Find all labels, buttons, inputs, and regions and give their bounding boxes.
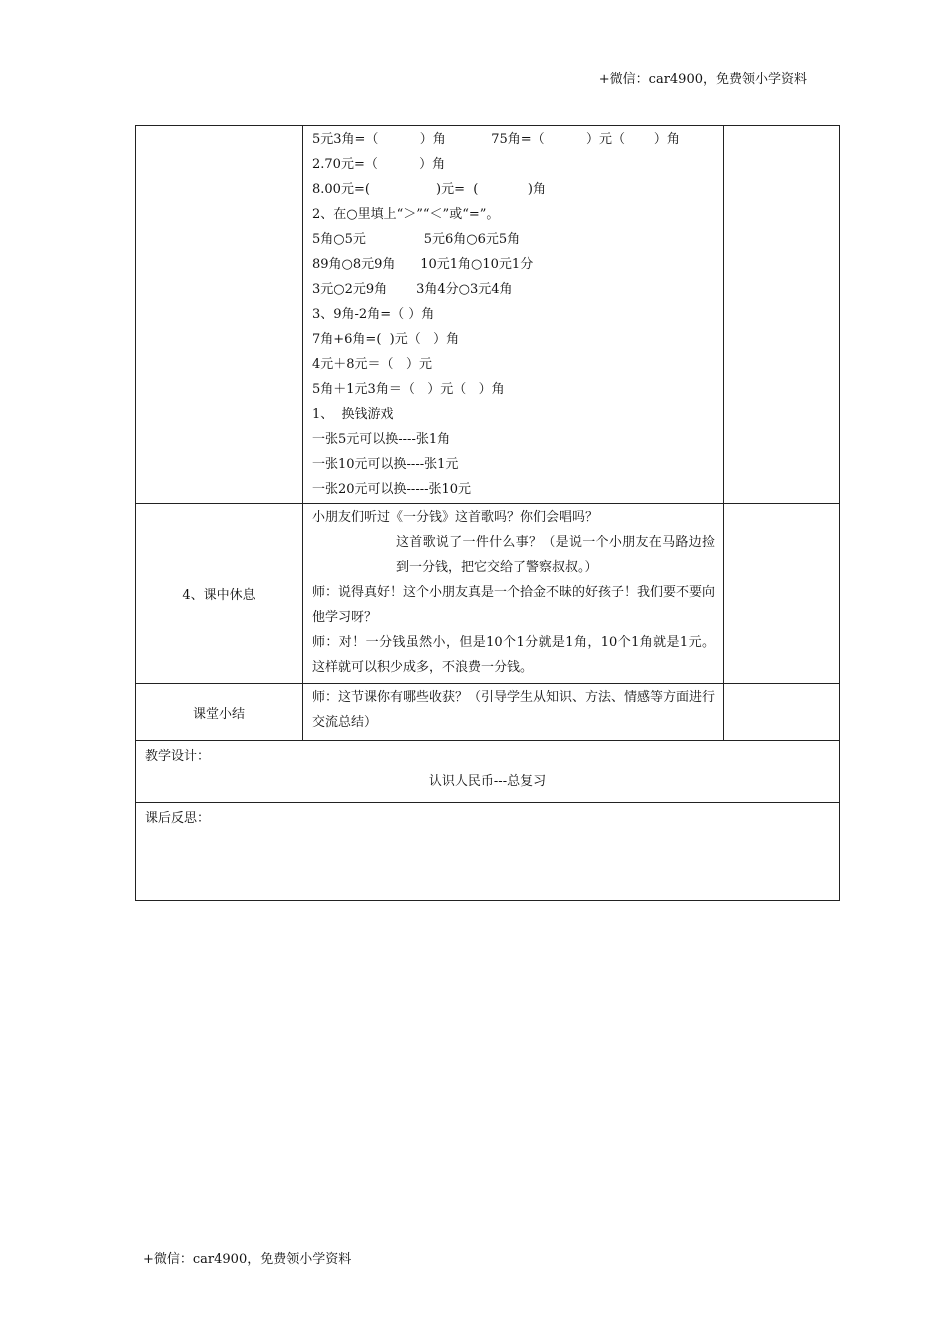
exercise-line: 3元○2元9角 3角4分○3元4角 — [312, 282, 513, 297]
summary-label: 课堂小结 — [136, 684, 303, 741]
exercise-line: 5角＋1元3角＝（ ）元（ ）角 — [312, 382, 505, 397]
break-story: 这首歌说了一件什么事？（是说一个小朋友在马路边捡到一分钱，把它交给了警察叔叔。） — [396, 535, 715, 575]
summary-notes-cell — [724, 684, 840, 741]
exercise-line: 8.00元=( )元= ( )角 — [312, 182, 546, 197]
exercise-line: 一张20元可以换-----张10元 — [312, 482, 472, 497]
exercise-line: 5角○5元 5元6角○6元5角 — [312, 232, 521, 247]
break-row — [136, 504, 840, 684]
break-teacher-praise: 师：说得真好！这个小朋友真是一个拾金不昧的好孩子！我们要不要向他学习呀？ — [312, 585, 716, 625]
summary-row — [136, 684, 840, 741]
exercise-notes-cell — [724, 126, 840, 504]
break-content — [303, 504, 723, 683]
exercise-label-cell — [136, 126, 303, 504]
design-title: 认识人民币---总复习 — [428, 774, 547, 789]
exercise-line: 一张5元可以换----张1角 — [312, 432, 451, 447]
design-cell — [136, 741, 840, 803]
footer-watermark-note: +微信：car4900，免费领小学资料 — [143, 1252, 352, 1267]
reflection-cell — [136, 803, 840, 901]
exercise-line: 89角○8元9角 10元1角○10元1分 — [312, 257, 534, 272]
design-row — [136, 741, 840, 803]
exercise-line: 3、9角-2角=（ ）角 — [312, 307, 435, 322]
break-notes-cell — [724, 504, 840, 684]
exercise-line: 4元＋8元＝（ ）元 — [312, 357, 432, 372]
exercise-line: 2.70元=（ ）角 — [312, 157, 446, 172]
exercise-content-cell — [303, 126, 724, 504]
exercise-line: 1、 换钱游戏 — [312, 407, 394, 422]
exercise-line: 一张10元可以换----张1元 — [312, 457, 459, 472]
exercise-line: 2、在○里填上“＞”“＜”或“=”。 — [312, 207, 500, 222]
exercise-line: 5元3角=（ ）角 75角=（ ）元（ ）角 — [312, 132, 680, 147]
exercise-lines — [303, 126, 723, 503]
break-question: 小朋友们听过《一分钱》这首歌吗？你们会唱吗？ — [312, 510, 599, 525]
break-label: 4、课中休息 — [136, 504, 303, 684]
break-content-cell — [303, 504, 724, 684]
exercise-row — [136, 126, 840, 504]
header-watermark-note: +微信：car4900，免费领小学资料 — [598, 72, 807, 87]
break-teacher-lesson: 师：对！一分钱虽然小，但是10个1分就是1角，10个1角就是1元。这样就可以积少成多，不浪费一分钱。 — [312, 635, 715, 675]
summary-content-cell — [303, 684, 724, 741]
reflection-label: 课后反思： — [145, 811, 211, 826]
reflection-row — [136, 803, 840, 901]
lesson-plan-table — [135, 125, 840, 901]
exercise-line: 7角+6角=( )元（ ）角 — [312, 332, 460, 347]
design-label: 教学设计： — [145, 749, 211, 764]
summary-text: 师：这节课你有哪些收获？（引导学生从知识、方法、情感等方面进行交流总结） — [312, 690, 716, 730]
